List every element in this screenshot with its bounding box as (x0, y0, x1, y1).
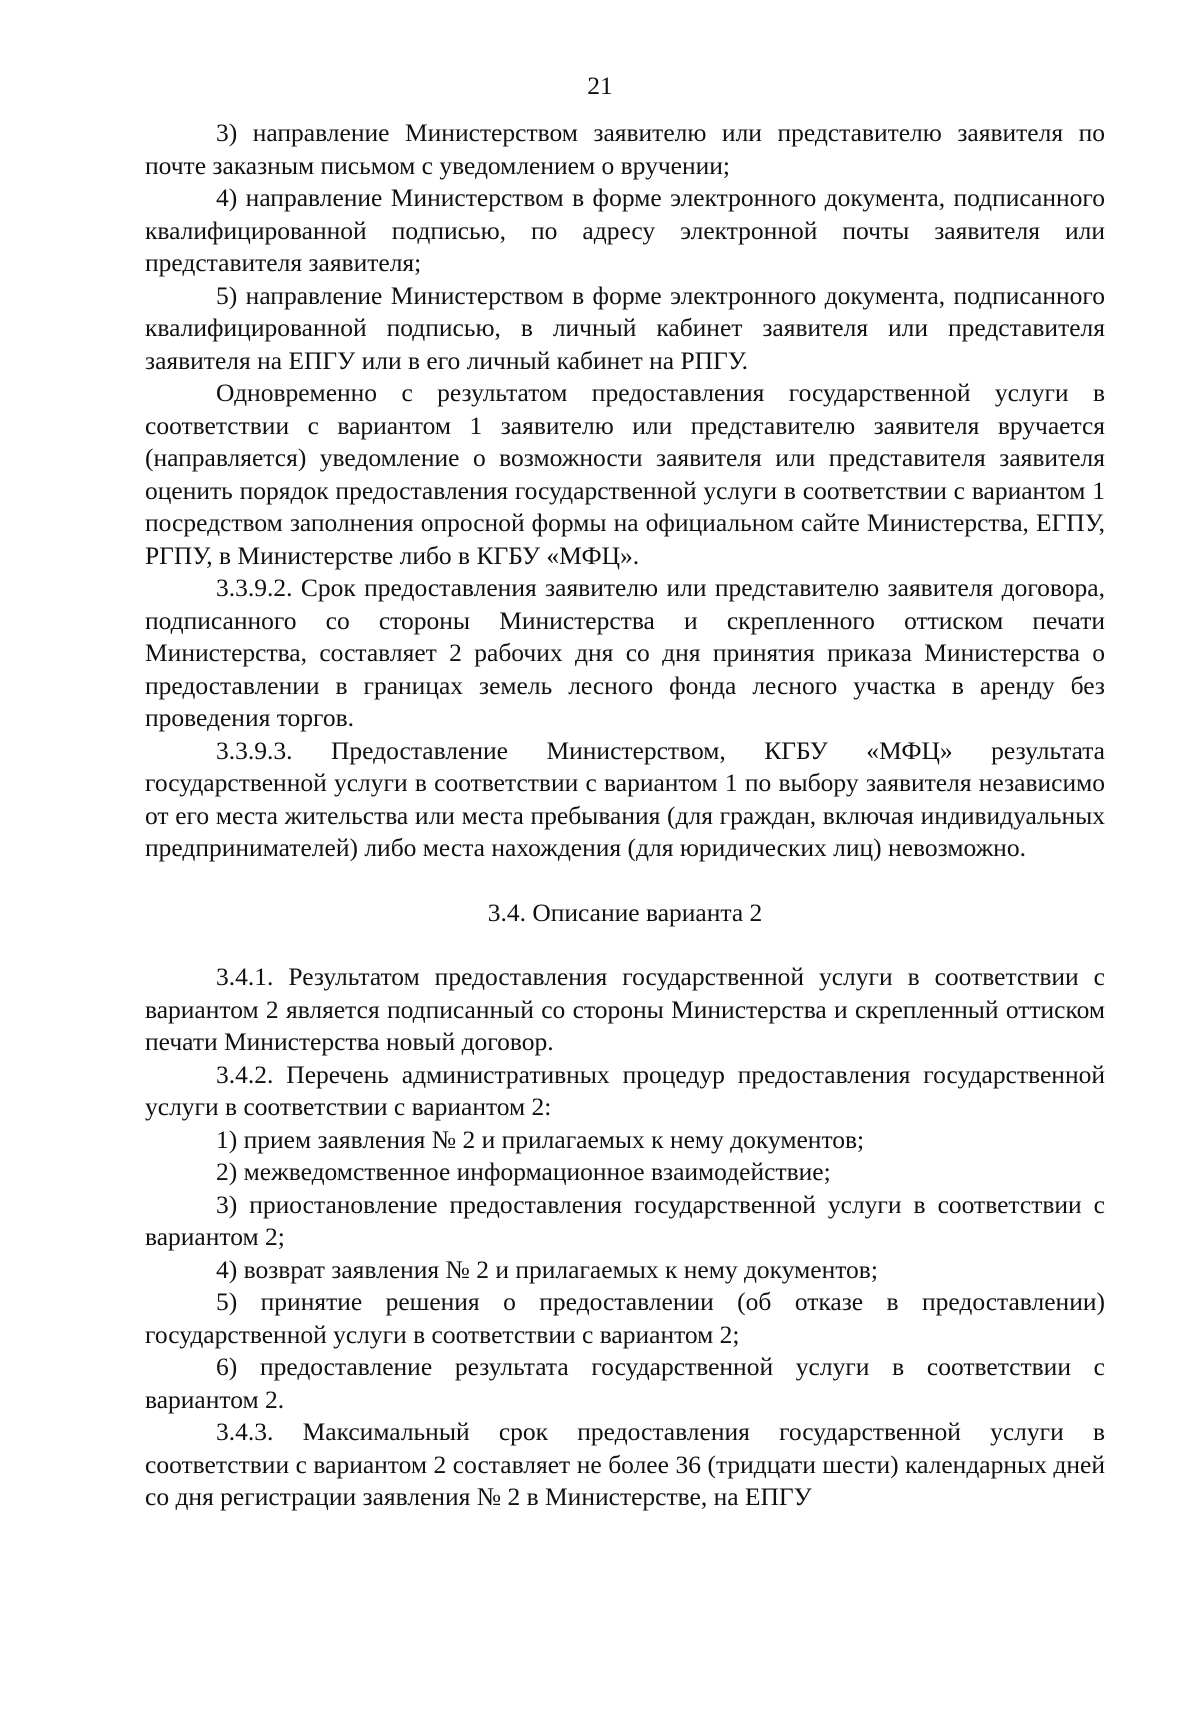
list-item-6: 6) предоставление результата государственной услуги в соответствии с вариантом 2. (145, 1352, 1105, 1414)
page-number: 21 (587, 71, 613, 100)
paragraph-item-5: 5) направление Министерством в форме электронного документа, подписанного квалифицированной подписью, в личный кабинет заявителя или представителя заявителя на ЕПГУ или в его личный кабинет на РПГУ. (145, 280, 1105, 375)
section-heading: 3.4. Описание варианта 2 (487, 897, 763, 927)
list-item-2: 2) межведомственное информационное взаимодействие; (216, 1157, 831, 1186)
list-item-3: 3) приостановление предоставления государственной услуги в соответствии с вариантом 2; (145, 1189, 1105, 1251)
paragraph-notification: Одновременно с результатом предоставления государственной услуги в соответствии с вариантом 1 заявителю или представителю заявителя вручается (направляется) уведомление о возможности заявителя или представителя заявителя оценить порядок предоставления государственной услуги в соответствии с вариантом 1 посредством заполнения опросной формы на официальном сайте Министерства, ЕГПУ, РГПУ, в Министерстве либо в КГБУ «МФЦ». (145, 378, 1105, 570)
list-item-5: 5) принятие решения о предоставлении (об отказе в предоставлении) государственной услуги в соответствии с вариантом 2; (145, 1287, 1105, 1349)
paragraph-3-4-1: 3.4.1. Результатом предоставления государственной услуги в соответствии с вариантом 2 является подписанный со стороны Министерства и скрепленный оттиском печати Министерства новый договор. (145, 962, 1105, 1056)
list-item-1: 1) прием заявления № 2 и прилагаемых к нему документов; (216, 1124, 865, 1154)
paragraph-item-4: 4) направление Министерством в форме электронного документа, подписанного квалифицированной подписью, по адресу электронной почты заявителя или представителя заявителя; (145, 183, 1105, 277)
paragraph-3-4-3: 3.4.3. Максимальный срок предоставления государственной услуги в соответствии с вариантом 2 составляет не более 36 (тридцати шести) календарных дней со дня регистрации заявления № 2 в Министерстве, на ЕПГУ (145, 1417, 1105, 1511)
paragraph-3-3-9-3: 3.3.9.3. Предоставление Министерством, КГБУ «МФЦ» результата государственной услуги в соответствии с вариантом 1 по выбору заявителя независимо от его места жительства или места пребывания (для граждан, включая индивидуальных предпринимателей) либо места нахождения (для юридических лиц) невозможно. (145, 735, 1105, 862)
paragraph-item-3: 3) направление Министерством заявителю или представителю заявителя по почте заказным письмом с уведомлением о вручении; (145, 118, 1105, 180)
document-body (145, 117, 1105, 1514)
paragraph-3-4-2: 3.4.2. Перечень административных процедур предоставления государственной услуги в соответствии с вариантом 2: (145, 1059, 1105, 1121)
paragraph-3-3-9-2: 3.3.9.2. Срок предоставления заявителю или представителю заявителя договора, подписанного со стороны Министерства и скрепленного оттиском печати Министерства, составляет 2 рабочих дня со дня принятия приказа Министерства о предоставлении в границах земель лесного фонда лесного участка в аренду без проведения торгов. (145, 573, 1105, 732)
list-item-4: 4) возврат заявления № 2 и прилагаемых к нему документов; (216, 1254, 878, 1284)
